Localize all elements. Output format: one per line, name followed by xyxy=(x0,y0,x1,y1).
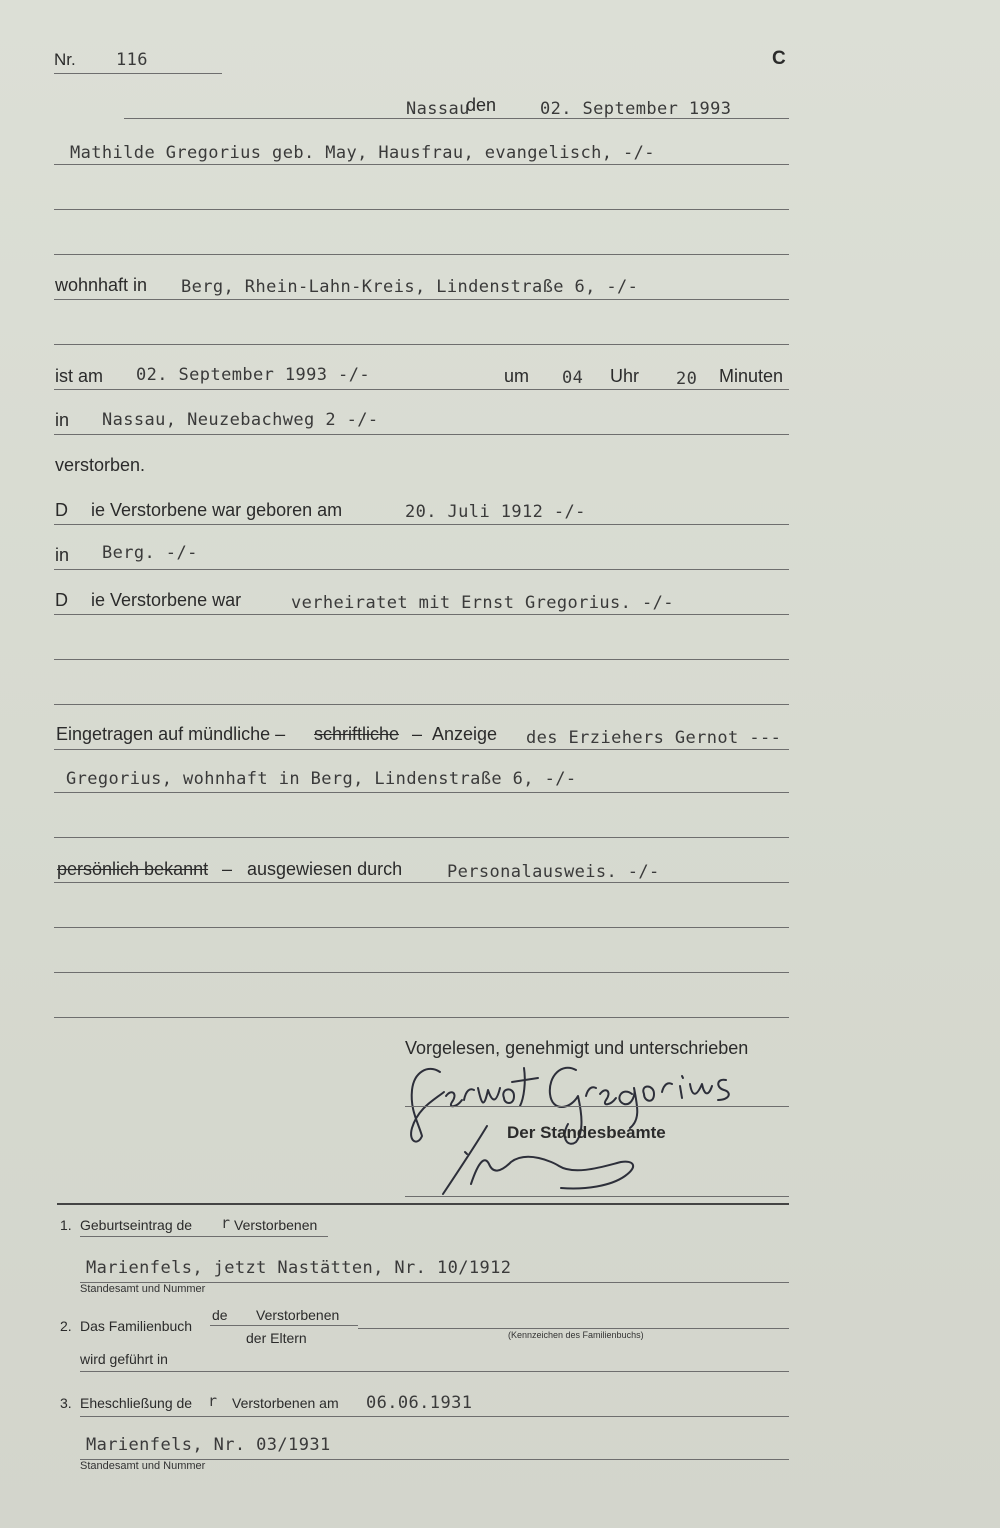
born-line xyxy=(54,524,789,525)
item3-r: r xyxy=(208,1392,218,1410)
blank-line xyxy=(54,837,789,838)
uhr-label: Uhr xyxy=(610,366,640,386)
eingetragen-label: Eingetragen auf mündliche – xyxy=(56,724,286,744)
bekannt-struck: persönlich bekannt xyxy=(57,859,209,879)
wohnhaft-line xyxy=(54,299,789,300)
item2-gefuehrt-line xyxy=(80,1371,789,1372)
born-in-value: Berg. -/- xyxy=(102,543,198,563)
item1-number: 1. xyxy=(60,1217,72,1233)
standesamt-caption: Standesamt und Nummer xyxy=(80,1283,206,1295)
item1-label2: Verstorbenen xyxy=(234,1217,318,1233)
item2-label: Das Familienbuch xyxy=(80,1318,193,1334)
den-label: den xyxy=(466,95,497,115)
dash-separator: – xyxy=(412,724,423,744)
informant-signature-line xyxy=(405,1106,789,1107)
ist-am-value: 02. September 1993 -/- xyxy=(136,365,370,385)
name-line xyxy=(54,164,789,165)
item1-label-underline xyxy=(80,1236,328,1237)
born-d: D xyxy=(55,500,68,520)
blank-line xyxy=(54,659,789,660)
status-line xyxy=(54,614,789,615)
in-label: in xyxy=(55,410,70,430)
verstorben-label: verstorben. xyxy=(55,455,146,475)
wohnhaft-label: wohnhaft in xyxy=(55,275,148,295)
item1-label: Geburtseintrag de xyxy=(80,1217,193,1233)
ausgewiesen-value: Personalausweis. -/- xyxy=(447,862,660,882)
blank-line xyxy=(54,254,789,255)
item1-r: r xyxy=(221,1214,231,1232)
form-letter: C xyxy=(772,48,786,69)
section-divider xyxy=(57,1203,789,1205)
date-underline xyxy=(124,118,789,119)
hour-value: 04 xyxy=(562,368,584,388)
status-label: ie Verstorbene war xyxy=(91,590,242,610)
informant-line1: des Erziehers Gernot --- xyxy=(526,728,782,748)
in-line xyxy=(54,434,789,435)
wohnhaft-value: Berg, Rhein-Lahn-Kreis, Lindenstraße 6, -/- xyxy=(181,277,639,297)
status-d: D xyxy=(55,590,68,610)
deceased-name: Mathilde Gregorius geb. May, Hausfrau, evangelisch, -/- xyxy=(70,143,655,163)
kennzeichen-caption: (Kennzeichen des Familienbuchs) xyxy=(508,1330,644,1340)
ist-am-line xyxy=(54,389,789,390)
item3-label: Eheschließung de xyxy=(80,1395,193,1411)
ausgewiesen-label: ausgewiesen durch xyxy=(247,859,403,879)
place-header: Nassau xyxy=(406,99,470,119)
place-of-death: Nassau, Neuzebachweg 2 -/- xyxy=(102,410,379,430)
official-signature-icon xyxy=(435,1122,650,1198)
item3-date: 06.06.1931 xyxy=(366,1393,473,1413)
nr-underline xyxy=(54,73,222,74)
item3-number: 3. xyxy=(60,1395,72,1411)
nr-label: Nr. xyxy=(54,50,76,69)
item2-de: de xyxy=(212,1307,228,1323)
item3-line xyxy=(80,1416,789,1417)
blank-line xyxy=(54,209,789,210)
nr-value: 116 xyxy=(116,50,148,70)
born-in-line xyxy=(54,569,789,570)
item3-label2: Verstorbenen am xyxy=(232,1395,339,1411)
vorgelesen-label: Vorgelesen, genehmigt und unterschrieben xyxy=(405,1038,749,1058)
minuten-label: Minuten xyxy=(719,366,784,386)
status-value: verheiratet mit Ernst Gregorius. -/- xyxy=(291,593,674,613)
item2-verstorbenen: Verstorbenen xyxy=(256,1307,340,1323)
item2-number: 2. xyxy=(60,1318,72,1334)
schriftliche-struck: schriftliche xyxy=(314,724,400,744)
ausgewiesen-line xyxy=(54,882,789,883)
standesbeamte-label: Der Standesbeamte xyxy=(507,1123,666,1142)
anzeige-label: Anzeige xyxy=(432,724,498,744)
minutes-value: 20 xyxy=(676,369,698,389)
item2-gefuehrt: wird geführt in xyxy=(80,1351,168,1367)
item1-value: Marienfels, jetzt Nastätten, Nr. 10/1912 xyxy=(86,1258,512,1278)
item2-line xyxy=(358,1328,789,1329)
born-value: 20. Juli 1912 -/- xyxy=(405,502,586,522)
item3-value: Marienfels, Nr. 03/1931 xyxy=(86,1435,331,1455)
ist-am-label: ist am xyxy=(55,366,104,386)
informant-signature-text: Gernot Gregorius xyxy=(400,1058,408,1059)
official-signature-line xyxy=(405,1196,789,1197)
blank-line xyxy=(54,927,789,928)
item2-eltern: der Eltern xyxy=(246,1330,307,1346)
born-in-label: in xyxy=(55,545,70,565)
blank-line xyxy=(54,344,789,345)
informant-line2: Gregorius, wohnhaft in Berg, Lindenstraße 6, -/- xyxy=(66,769,577,789)
blank-line xyxy=(54,972,789,973)
standesamt-caption-2: Standesamt und Nummer xyxy=(80,1460,206,1472)
item2-option-divider xyxy=(210,1325,358,1326)
date-header: 02. September 1993 xyxy=(540,99,732,119)
born-label: ie Verstorbene war geboren am xyxy=(91,500,343,520)
blank-line xyxy=(54,1017,789,1018)
um-label: um xyxy=(504,366,530,386)
eingetragen-line xyxy=(54,749,789,750)
informant-line xyxy=(54,792,789,793)
bekannt-dash: – xyxy=(222,859,233,879)
blank-line xyxy=(54,704,789,705)
